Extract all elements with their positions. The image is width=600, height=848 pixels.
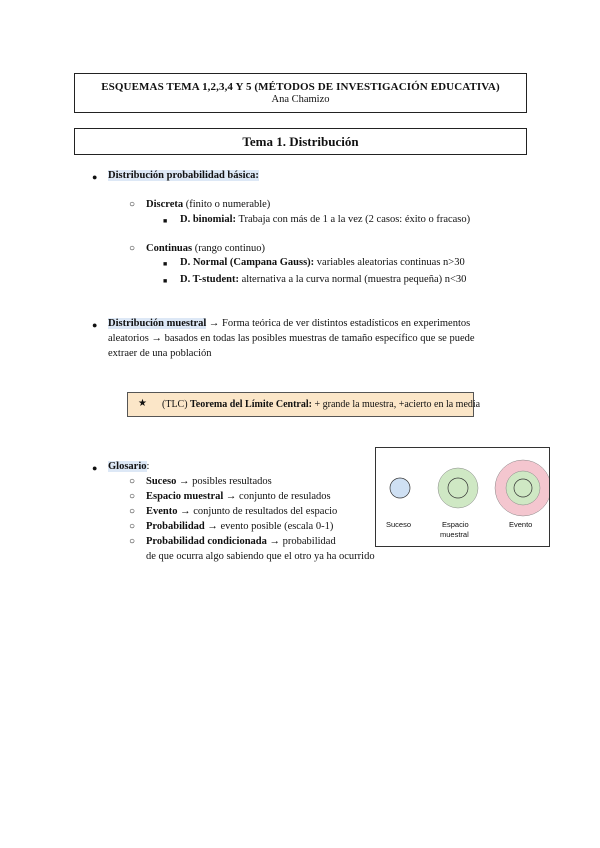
glosario-item: Suceso → posibles resultados (146, 476, 272, 487)
circle-bullet-icon: ○ (129, 506, 136, 517)
section2-line2: aleatorios → basados en todas las posibles muestras de tamaño específico que se puede (108, 333, 475, 344)
star-icon: ★ (138, 398, 147, 409)
bullet-icon: ● (92, 463, 98, 473)
tstudent-line: D. T-student: alternativa a la curva normal (muestra pequeña) n<30 (180, 274, 467, 285)
sets-diagram (375, 447, 550, 547)
suceso-circle (390, 478, 410, 498)
discreta-line: Discreta (finito o numerable) (146, 199, 271, 210)
diagram-label-muestral: muestral (440, 530, 469, 539)
glosario-item: Evento → conjunto de resultados del espacio (146, 506, 338, 517)
circle-bullet-icon: ○ (129, 491, 136, 502)
tema-box (74, 128, 527, 155)
glosario-item: Espacio muestral → conjunto de resulados (146, 491, 331, 502)
square-bullet-icon: ■ (163, 217, 168, 225)
diagram-label-suceso: Suceso (386, 520, 412, 529)
tlc-callout (127, 392, 481, 417)
normal-line: D. Normal (Campana Gauss): variables aleatorias continuas n>30 (180, 257, 465, 268)
espacio-muestral-circle (438, 468, 478, 508)
circle-bullet-icon: ○ (129, 243, 136, 254)
document-title: ESQUEMAS TEMA 1,2,3,4 Y 5 (MÉTODOS DE INVESTIGACIÓN EDUCATIVA) (101, 81, 500, 93)
circle-bullet-icon: ○ (129, 536, 136, 547)
header-box (74, 73, 527, 113)
square-bullet-icon: ■ (163, 277, 168, 285)
binomial-line: D. binomial: Trabaja con más de 1 a la vez (2 casos: éxito o fracaso) (180, 214, 471, 225)
glosario-item: Probabilidad condicionada → probabilidad (146, 536, 336, 547)
section2-line3: extraer de una población (108, 348, 212, 359)
circle-bullet-icon: ○ (129, 521, 136, 532)
circle-bullet-icon: ○ (129, 199, 136, 210)
square-bullet-icon: ■ (163, 260, 168, 268)
document-author: Ana Chamizo (271, 94, 330, 105)
diagram-label-espacio: Espacio (442, 520, 469, 529)
continuas-line: Continuas (rango continuo) (146, 243, 266, 254)
circle-bullet-icon: ○ (129, 476, 136, 487)
glosario-heading: Glosario: (108, 461, 150, 472)
section2-line1: Distribución muestral → Forma teórica de ver distintos estadísticos en experimentos (108, 318, 471, 329)
glosario-item: Probabilidad → evento posible (escala 0-1) (146, 521, 334, 532)
tlc-text: (TLC) Teorema del Límite Central: + grande la muestra, +acierto en la media (162, 399, 481, 410)
tema-title: Tema 1. Distribución (242, 134, 359, 149)
bullet-icon: ● (92, 320, 98, 330)
evento-middle-circle (506, 471, 540, 505)
glosario-continuation: de que ocurra algo sabiendo que el otro ya ha ocurrido (146, 551, 375, 562)
section1-heading: Distribución probabilidad básica: (108, 170, 259, 181)
bullet-icon: ● (92, 172, 98, 182)
diagram-label-evento: Evento (509, 520, 533, 529)
